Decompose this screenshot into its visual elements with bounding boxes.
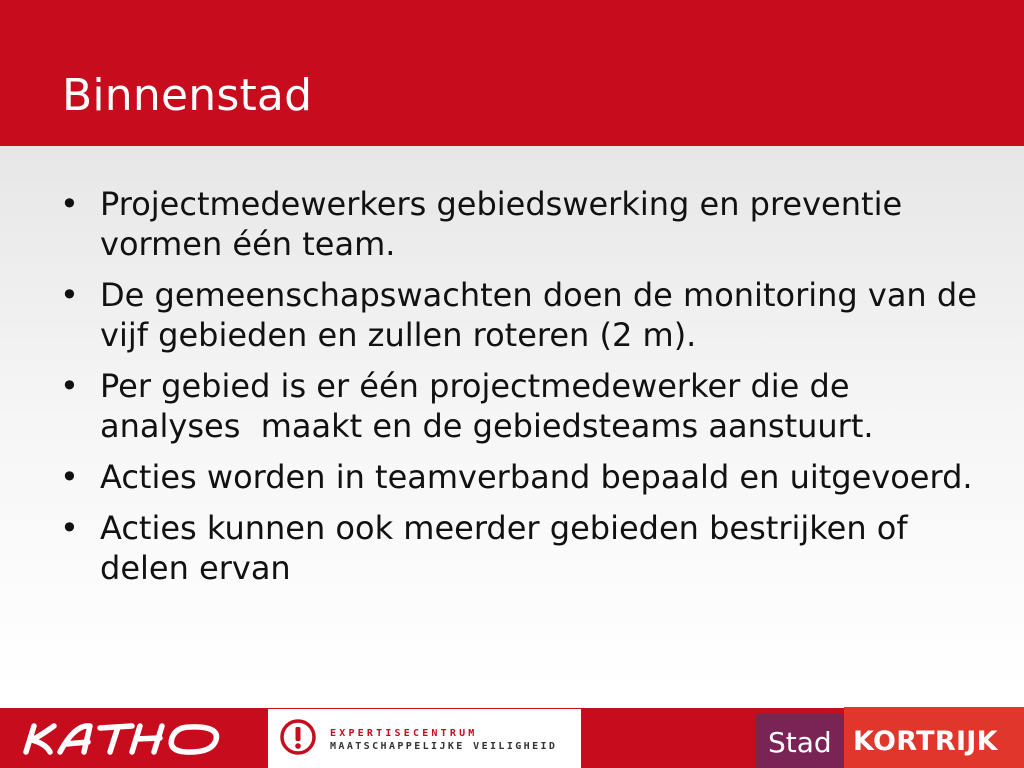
bullet-item (60, 366, 980, 446)
exclamation-icon (280, 719, 316, 755)
bullet-text: Acties kunnen ook meerder gebieden bestrijken of delen ervan (100, 509, 908, 587)
bullet-item (60, 508, 980, 588)
expertise-line2: MAATSCHAPPELIJKE VEILIGHEID (330, 741, 558, 752)
katho-logo (20, 716, 230, 760)
bullet-text: Per gebied is er één projectmedewerker die de analyses maakt en de gebiedsteams aanstuurt. (100, 367, 874, 445)
bullet-item (60, 275, 980, 355)
kortrijk-label: KORTRIJK (853, 726, 998, 757)
bullet-text: De gemeenschapswachten doen de monitoring van de vijf gebieden en zullen roteren (2 m). (100, 276, 977, 354)
bullet-icon: • (60, 509, 79, 547)
bullet-icon: • (60, 367, 79, 405)
bullet-list (60, 184, 980, 599)
bullet-icon: • (60, 458, 79, 496)
bullet-icon: • (60, 276, 79, 314)
slide-title: Binnenstad (62, 70, 313, 121)
bullet-text: Projectmedewerkers gebiedswerking en preventie vormen één team. (100, 185, 903, 263)
bullet-item (60, 184, 980, 264)
expertisecentrum-logo (268, 709, 581, 768)
stad-label: Stad (768, 726, 832, 759)
bullet-item (60, 457, 980, 497)
expertise-line1: EXPERTISECENTRUM (330, 728, 478, 739)
bullet-icon: • (60, 185, 79, 223)
bullet-text: Acties worden in teamverband bepaald en uitgevoerd. (100, 458, 973, 496)
